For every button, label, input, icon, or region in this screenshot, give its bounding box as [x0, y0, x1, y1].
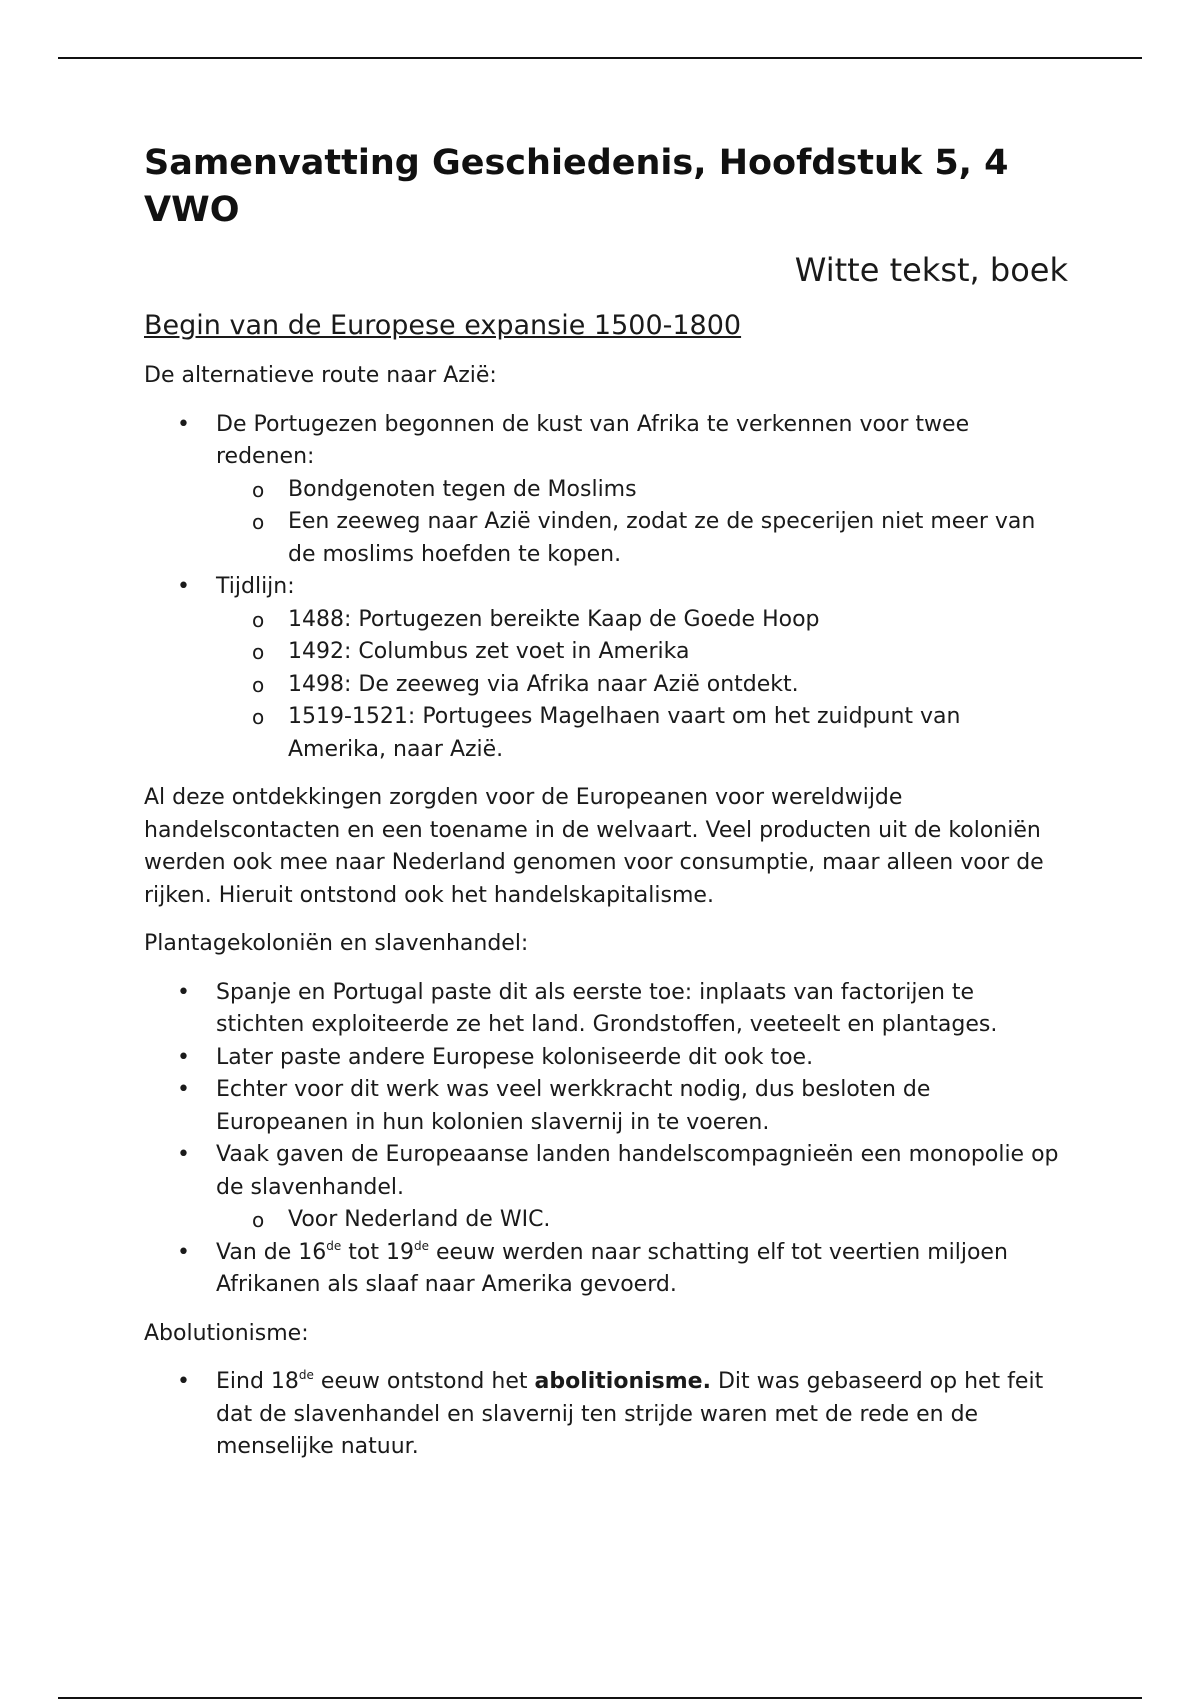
alt-route-list [144, 409, 1064, 767]
list-item [144, 1237, 1064, 1302]
top-rule [58, 57, 1142, 59]
list-item [144, 1139, 1064, 1237]
sub-list-item: o 1498: De zeeweg via Afrika naar Azië ontdekt. [144, 669, 1064, 702]
text-part: eeuw ontstond het [313, 1369, 535, 1394]
text-part: Dit was gebaseerd op het feit dat de slavenhandel en slavernij ten strijde waren met de rede en de menselijke natuur. [216, 1369, 1044, 1459]
alt-route-heading: De alternatieve route naar Azië: [144, 363, 497, 388]
sub-list-item: o Een zeeweg naar Azië vinden, zodat ze de specerijen niet meer van de moslims hoefden te kopen. [144, 506, 1064, 571]
list-item [144, 409, 1064, 572]
list-item-text: Tijdlijn: [216, 574, 295, 599]
document-title: Samenvatting Geschiedenis, Hoofdstuk 5, 4 VWO [144, 143, 1009, 230]
sub-list-item: o Bondgenoten tegen de Moslims [144, 474, 1064, 507]
plantation-heading: Plantagekoloniën en slavenhandel: [144, 931, 529, 956]
sub-list [216, 1204, 1064, 1237]
list-item: • Spanje en Portugal paste dit als eerste toe: inplaats van factorijen te stichten exploiteerde ze het land. Grondstoffen, veeteelt en plantages. [144, 977, 1064, 1042]
list-item-text: De Portugezen begonnen de kust van Afrika te verkennen voor twee redenen: [216, 411, 970, 469]
document-page [144, 140, 1068, 1464]
list-item: • Later paste andere Europese koloniseerde dit ook toe. [144, 1042, 1064, 1075]
sub-list-item: o 1488: Portugezen bereikte Kaap de Goede Hoop [144, 604, 1064, 637]
list-item: • Echter voor dit werk was veel werkkracht nodig, dus besloten de Europeanen in hun kolonien slavernij in te voeren. [144, 1074, 1064, 1139]
superscript: de [413, 1238, 429, 1253]
text-part: Eind 18 [216, 1369, 299, 1394]
text-part: Van de 16 [216, 1239, 327, 1265]
section-title: Begin van de Europese expansie 1500-1800 [144, 310, 742, 341]
plantation-list [144, 977, 1064, 1302]
sub-list [216, 474, 1064, 572]
list-item [144, 1366, 1064, 1464]
superscript: de [298, 1368, 314, 1382]
document-subtitle: Witte tekst, boek [794, 251, 1068, 289]
sub-list-item: o 1492: Columbus zet voet in Amerika [144, 636, 1064, 669]
bottom-rule [58, 1697, 1142, 1699]
list-item [144, 571, 1064, 766]
abolition-heading: Abolutionisme: [144, 1320, 309, 1346]
text-part: tot 19 [341, 1239, 414, 1265]
abolition-list [144, 1366, 1064, 1464]
text-part: eeuw werden naar schatting elf tot veertien miljoen Afrikanen als slaaf naar Amerika gevoerd. [216, 1239, 1008, 1297]
list-item-text: Vaak gaven de Europeaanse landen handelscompagnieën een monopolie op de slavenhandel. [216, 1142, 1059, 1200]
sub-list-item: o 1519-1521: Portugees Magelhaen vaart om het zuidpunt van Amerika, naar Azië. [144, 701, 1064, 766]
bold-term: abolitionisme. [534, 1369, 711, 1394]
body-paragraph: Al deze ontdekkingen zorgden voor de Europeanen voor wereldwijde handelscontacten en een toename in de welvaart. Veel producten uit de koloniën werden ook mee naar Nederland genomen voor consumptie, maar alleen voor de rijken. Hieruit ontstond ook het handelskapitalisme. [144, 785, 1044, 908]
sub-list-item: o Voor Nederland de WIC. [144, 1204, 1064, 1237]
superscript: de [326, 1238, 342, 1253]
timeline-list [216, 604, 1064, 767]
